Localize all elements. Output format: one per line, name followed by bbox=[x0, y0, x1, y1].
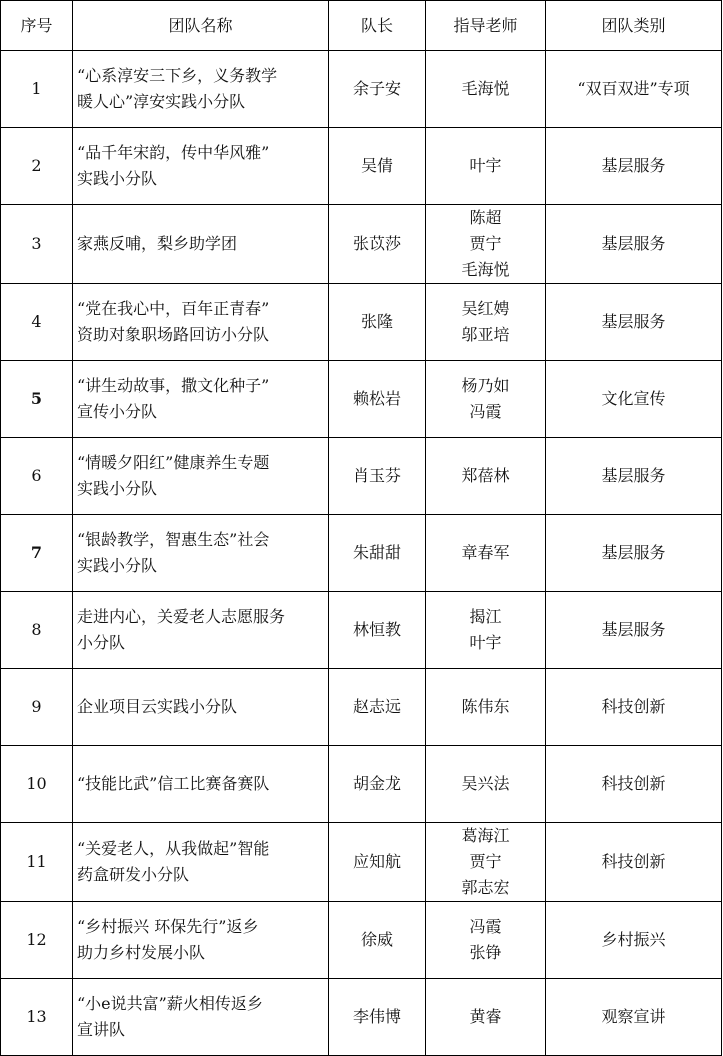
team-name bbox=[73, 51, 329, 128]
team-name-line: 实践小分队 bbox=[77, 556, 158, 575]
advisor-name: 叶宇 bbox=[469, 156, 502, 175]
team-name-line: 药盒研发小分队 bbox=[77, 865, 190, 884]
advisor-name: 陈伟东 bbox=[461, 697, 510, 716]
row-number: 5 bbox=[1, 361, 73, 438]
advisors bbox=[426, 361, 546, 438]
advisor-name: 陈超 bbox=[469, 208, 502, 227]
team-name-line: “关爱老人，从我做起”智能 bbox=[77, 839, 270, 858]
team-name bbox=[73, 669, 329, 746]
advisor-name: 冯霞 bbox=[469, 402, 502, 421]
advisor-name: 贾宁 bbox=[469, 852, 502, 871]
team-name bbox=[73, 592, 329, 669]
table-row bbox=[1, 902, 722, 979]
row-number: 8 bbox=[1, 592, 73, 669]
table-row bbox=[1, 592, 722, 669]
row-number: 9 bbox=[1, 669, 73, 746]
advisor-name: 邬亚培 bbox=[461, 325, 510, 344]
table-row bbox=[1, 979, 722, 1056]
advisors bbox=[426, 128, 546, 205]
advisors bbox=[426, 205, 546, 284]
team-category: 乡村振兴 bbox=[546, 902, 722, 979]
row-number: 11 bbox=[1, 823, 73, 902]
team-name bbox=[73, 284, 329, 361]
team-leader: 吴倩 bbox=[329, 128, 426, 205]
row-number: 4 bbox=[1, 284, 73, 361]
advisor-name: 毛海悦 bbox=[461, 260, 510, 279]
table-row bbox=[1, 669, 722, 746]
advisor-name: 黄睿 bbox=[469, 1007, 502, 1026]
team-category: 基层服务 bbox=[546, 438, 722, 515]
advisor-name: 张铮 bbox=[469, 943, 502, 962]
team-name-line: 资助对象职场路回访小分队 bbox=[77, 325, 270, 344]
advisors bbox=[426, 902, 546, 979]
advisor-name: 吴红娉 bbox=[461, 299, 510, 318]
table-row bbox=[1, 438, 722, 515]
advisor-name: 章春军 bbox=[461, 543, 510, 562]
table-row bbox=[1, 51, 722, 128]
team-name-line: 宣讲队 bbox=[77, 1020, 126, 1039]
advisors bbox=[426, 51, 546, 128]
team-name-line: 家燕反哺，梨乡助学团 bbox=[77, 234, 238, 253]
team-category: 科技创新 bbox=[546, 823, 722, 902]
row-number: 2 bbox=[1, 128, 73, 205]
team-leader: 朱甜甜 bbox=[329, 515, 426, 592]
team-leader: 赖松岩 bbox=[329, 361, 426, 438]
advisor-name: 葛海江 bbox=[461, 826, 510, 845]
team-name bbox=[73, 205, 329, 284]
team-name-line: “讲生动故事，撒文化种子” bbox=[77, 376, 270, 395]
team-name-line: 实践小分队 bbox=[77, 169, 158, 188]
team-category: 观察宣讲 bbox=[546, 979, 722, 1056]
advisors bbox=[426, 592, 546, 669]
advisor-name: 揭江 bbox=[469, 607, 502, 626]
header-leader: 队长 bbox=[329, 1, 426, 51]
advisor-name: 郭志宏 bbox=[461, 878, 510, 897]
team-leader: 张隆 bbox=[329, 284, 426, 361]
table-row bbox=[1, 515, 722, 592]
advisors bbox=[426, 669, 546, 746]
advisor-name: 叶宇 bbox=[469, 633, 502, 652]
advisors bbox=[426, 979, 546, 1056]
team-name bbox=[73, 128, 329, 205]
team-leader: 张苡莎 bbox=[329, 205, 426, 284]
team-name-line: 实践小分队 bbox=[77, 479, 158, 498]
advisor-name: 毛海悦 bbox=[461, 79, 510, 98]
team-name bbox=[73, 438, 329, 515]
row-number: 12 bbox=[1, 902, 73, 979]
team-name-line: 小分队 bbox=[77, 633, 126, 652]
team-category: 基层服务 bbox=[546, 592, 722, 669]
row-number: 13 bbox=[1, 979, 73, 1056]
team-category: 科技创新 bbox=[546, 746, 722, 823]
team-category: 科技创新 bbox=[546, 669, 722, 746]
team-name bbox=[73, 902, 329, 979]
advisors bbox=[426, 823, 546, 902]
team-name bbox=[73, 361, 329, 438]
advisors bbox=[426, 284, 546, 361]
table-row bbox=[1, 746, 722, 823]
team-leader: 徐威 bbox=[329, 902, 426, 979]
team-name-line: “情暖夕阳红”健康养生专题 bbox=[77, 453, 270, 472]
team-leader: 余子安 bbox=[329, 51, 426, 128]
header-row bbox=[1, 1, 722, 51]
team-name-line: “技能比武”信工比赛备赛队 bbox=[77, 774, 270, 793]
table-row bbox=[1, 128, 722, 205]
header-team-name: 团队名称 bbox=[73, 1, 329, 51]
team-name-line: “小e说共富”薪火相传返乡 bbox=[77, 994, 263, 1013]
header-category: 团队类别 bbox=[546, 1, 722, 51]
team-category: 基层服务 bbox=[546, 515, 722, 592]
team-category: 基层服务 bbox=[546, 284, 722, 361]
team-leader: 应知航 bbox=[329, 823, 426, 902]
team-name-line: “品千年宋韵，传中华风雅” bbox=[77, 143, 270, 162]
table-row bbox=[1, 205, 722, 284]
team-name bbox=[73, 823, 329, 902]
team-category: “双百双进”专项 bbox=[546, 51, 722, 128]
advisor-name: 贾宁 bbox=[469, 234, 502, 253]
team-category: 基层服务 bbox=[546, 205, 722, 284]
team-name-line: 企业项目云实践小分队 bbox=[77, 697, 238, 716]
advisors bbox=[426, 515, 546, 592]
table-row bbox=[1, 284, 722, 361]
team-category: 基层服务 bbox=[546, 128, 722, 205]
row-number: 7 bbox=[1, 515, 73, 592]
team-leader: 李伟博 bbox=[329, 979, 426, 1056]
team-name bbox=[73, 746, 329, 823]
team-name-line: “乡村振兴 环保先行”返乡 bbox=[77, 917, 259, 936]
team-name-line: “银龄教学，智惠生态”社会 bbox=[77, 530, 270, 549]
advisors bbox=[426, 746, 546, 823]
advisors bbox=[426, 438, 546, 515]
header-number: 序号 bbox=[1, 1, 73, 51]
team-leader: 胡金龙 bbox=[329, 746, 426, 823]
row-number: 1 bbox=[1, 51, 73, 128]
team-name-line: “心系淳安三下乡，义务教学 bbox=[77, 66, 278, 85]
advisor-name: 吴兴法 bbox=[461, 774, 510, 793]
team-leader: 赵志远 bbox=[329, 669, 426, 746]
team-name bbox=[73, 979, 329, 1056]
row-number: 10 bbox=[1, 746, 73, 823]
team-name-line: 宣传小分队 bbox=[77, 402, 158, 421]
team-name-line: 暖人心”淳安实践小分队 bbox=[77, 92, 246, 111]
team-leader: 肖玉芬 bbox=[329, 438, 426, 515]
header-advisor: 指导老师 bbox=[426, 1, 546, 51]
advisor-name: 杨乃如 bbox=[461, 376, 510, 395]
team-name-line: 助力乡村发展小队 bbox=[77, 943, 206, 962]
team-name bbox=[73, 515, 329, 592]
table-row bbox=[1, 361, 722, 438]
table-row bbox=[1, 823, 722, 902]
advisor-name: 郑蓓林 bbox=[461, 466, 510, 485]
row-number: 6 bbox=[1, 438, 73, 515]
team-name-line: 走进内心，关爱老人志愿服务 bbox=[77, 607, 286, 626]
advisor-name: 冯霞 bbox=[469, 917, 502, 936]
team-leader: 林恒教 bbox=[329, 592, 426, 669]
team-name-line: “党在我心中，百年正青春” bbox=[77, 299, 270, 318]
team-category: 文化宣传 bbox=[546, 361, 722, 438]
row-number: 3 bbox=[1, 205, 73, 284]
